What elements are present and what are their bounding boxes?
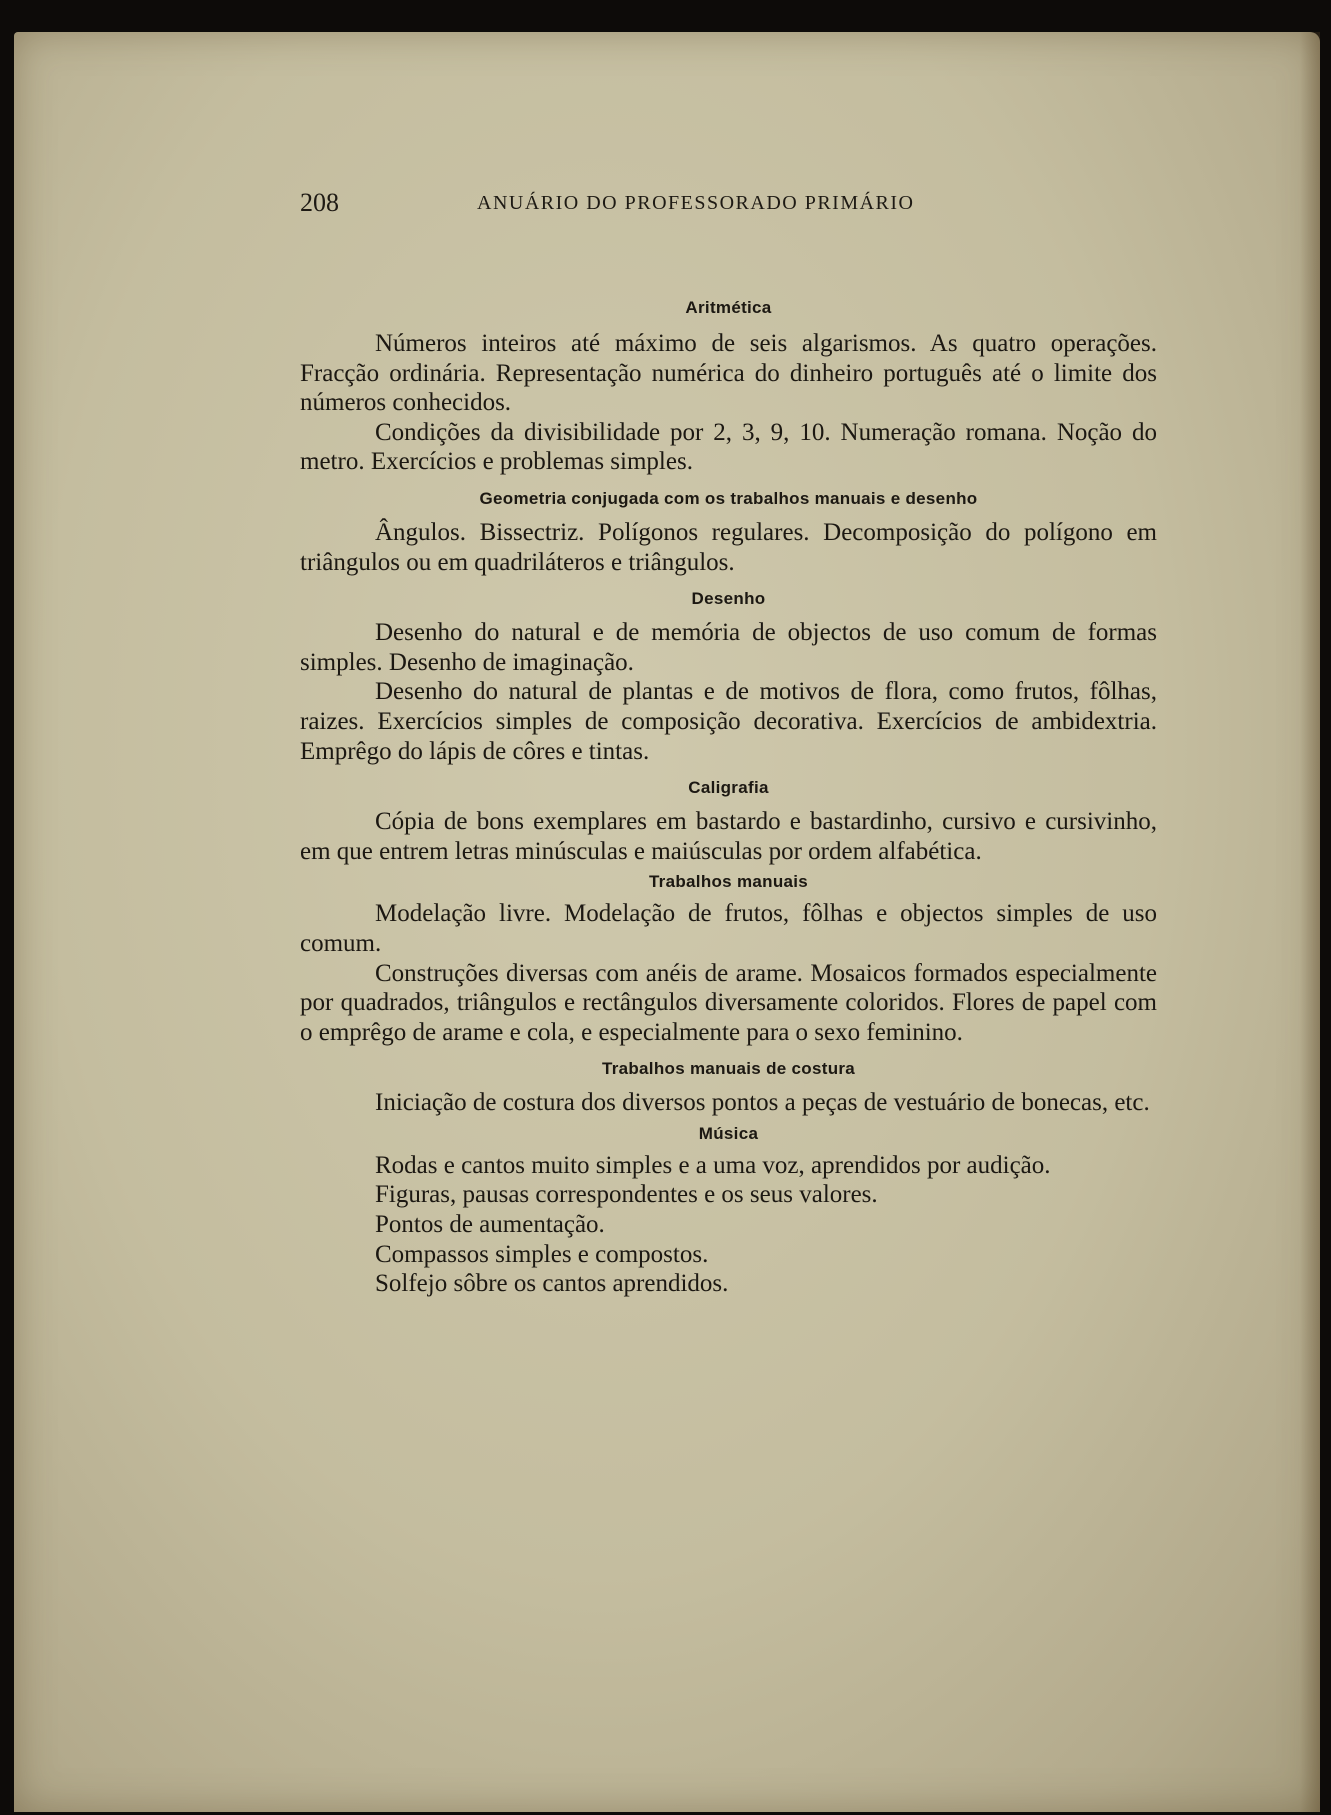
paragraph: Pontos de aumentação. bbox=[375, 1211, 605, 1239]
section-heading: Música bbox=[698, 1123, 759, 1143]
paragraph: Desenho do natural de plantas e de motivos de flora, como frutos, fôlhas, raizes. Exercícios simples de composição decorativa. Exercícios de ambidextria. Emprêgo do lápis de côres e tintas. bbox=[300, 678, 1157, 765]
section-musica bbox=[300, 1122, 1157, 1299]
page-content bbox=[300, 296, 1157, 1299]
paragraph: Desenho do natural e de memória de objectos de uso comum de formas simples. Desenho de imaginação. bbox=[300, 619, 1157, 676]
paragraph: Ângulos. Bissectriz. Polígonos regulares. Decomposição do polígono em triângulos ou em quadriláteros e triângulos. bbox=[300, 518, 1157, 576]
paragraph: Números inteiros até máximo de seis algarismos. As quatro operações. Fracção ordinária. Representação numérica do dinheiro português até o limite dos números conhecidos. bbox=[300, 330, 1157, 417]
page-edge-shadow bbox=[1300, 32, 1320, 1812]
section-aritmetica bbox=[300, 296, 1157, 477]
paragraph: Cópia de bons exemplares em bastardo e bastardinho, cursivo e cursivinho, em que entrem letras minúsculas e maiúsculas por ordem alfabética. bbox=[300, 808, 1157, 865]
section-heading: Trabalhos manuais bbox=[648, 872, 809, 892]
section-heading: Caligrafia bbox=[688, 778, 769, 798]
page-header bbox=[300, 188, 1000, 220]
section-trabalhos-manuais bbox=[300, 870, 1157, 1047]
section-heading: Geometria conjugada com os trabalhos manuais e desenho bbox=[479, 488, 978, 508]
paragraph: Condições da divisibilidade por 2, 3, 9, 10. Numeração romana. Noção do metro. Exercícios e problemas simples. bbox=[300, 418, 1157, 476]
section-desenho bbox=[300, 587, 1157, 766]
paragraph: Figuras, pausas correspondentes e os seus valores. bbox=[375, 1181, 878, 1209]
paragraph: Solfejo sôbre os cantos aprendidos. bbox=[375, 1270, 729, 1298]
paragraph: Iniciação de costura dos diversos pontos a peças de vestuário de bonecas, etc. bbox=[375, 1089, 1150, 1117]
section-caligrafia bbox=[300, 776, 1157, 866]
section-costura bbox=[300, 1057, 1157, 1118]
section-heading: Aritmética bbox=[685, 298, 772, 317]
page-number: 208 bbox=[300, 188, 339, 217]
running-title: ANUÁRIO DO PROFESSORADO PRIMÁRIO bbox=[477, 192, 915, 214]
paragraph: Modelação livre. Modelação de frutos, fôlhas e objectos simples de uso comum. bbox=[300, 900, 1157, 957]
section-heading: Trabalhos manuais de costura bbox=[601, 1059, 856, 1079]
paragraph: Rodas e cantos muito simples e a uma voz, aprendidos por audição. bbox=[375, 1151, 1051, 1179]
paragraph: Compassos simples e compostos. bbox=[375, 1240, 709, 1268]
paragraph: Construções diversas com anéis de arame. Mosaicos formados especialmente por quadrados, triângulos e rectângulos diversamente coloridos. Flores de papel com o emprêgo de arame e cola, e especialmente para o sexo feminino. bbox=[300, 959, 1157, 1046]
section-heading: Desenho bbox=[691, 589, 766, 609]
section-geometria bbox=[300, 487, 1157, 577]
